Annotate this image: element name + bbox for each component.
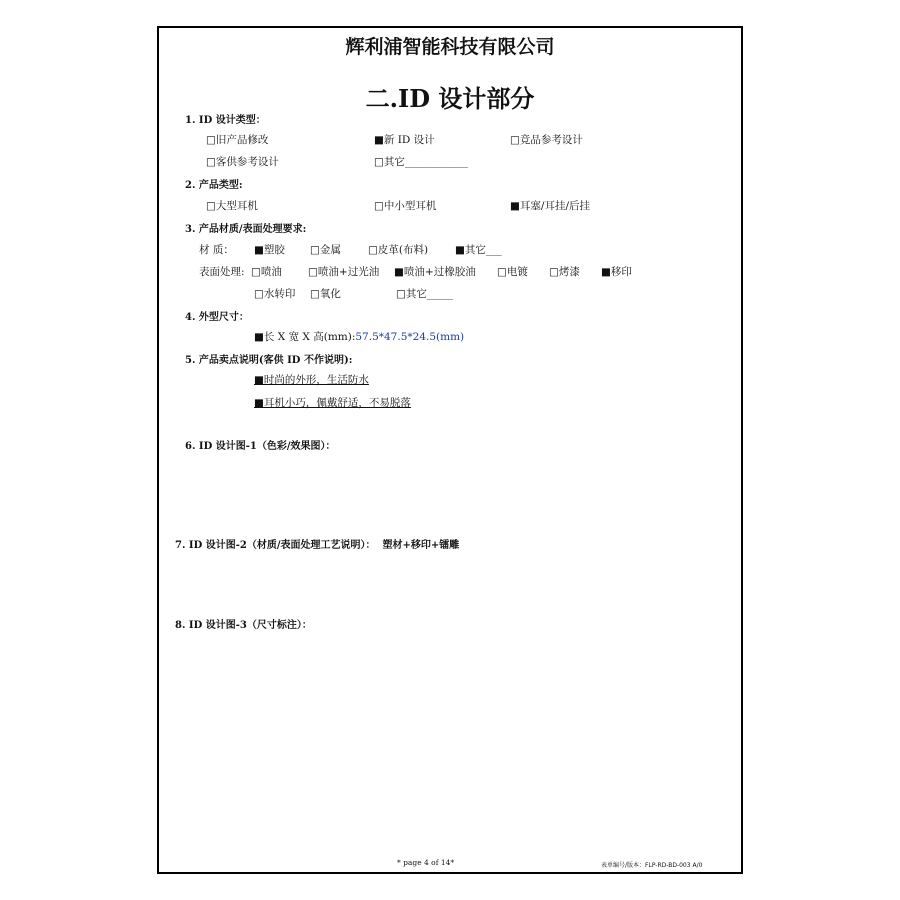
- option-large-headphone: □大型耳机: [206, 200, 258, 212]
- page-title: 二.ID 设计部分: [365, 84, 535, 113]
- surface-water-transfer: □水转印: [254, 288, 296, 300]
- surface-baking: □烤漆: [549, 266, 580, 278]
- material-plastic: ■塑胶: [254, 244, 285, 256]
- option-customer-ref: □客供参考设计: [206, 156, 279, 168]
- surface-plating: □电镀: [497, 266, 528, 278]
- option-competitor: □竞品参考设计: [510, 134, 583, 146]
- surface-pad-print: ■移印: [601, 266, 632, 278]
- material-other: ■其它___: [455, 244, 502, 256]
- option-small-headphone: □中小型耳机: [374, 200, 437, 212]
- dimension-label: ■长 X 宽 X 高(mm):: [254, 331, 356, 343]
- selling-point: ■时尚的外形，生活防水: [254, 374, 369, 386]
- option-other: □其它____________: [374, 156, 468, 168]
- material-metal: □金属: [310, 244, 341, 256]
- surface-other: □其它_____: [396, 288, 454, 300]
- surface-spray-rubber: ■喷油+过橡胶油: [394, 266, 476, 278]
- section-2-label: 2. 产品类型:: [185, 180, 243, 191]
- section-7-label: 7. ID 设计图-2（材质/表面处理工艺说明）：: [175, 540, 376, 551]
- section-4-label: 4. 外型尺寸：: [185, 312, 249, 323]
- surface-label: 表面处理:: [199, 266, 245, 278]
- section-6-label: 6. ID 设计图-1（色彩/效果图）：: [185, 441, 336, 452]
- material-label: 材 质：: [199, 244, 234, 256]
- page-number: * page 4 of 14*: [397, 858, 455, 867]
- section-3-label: 3. 产品材质/表面处理要求:: [185, 224, 307, 235]
- surface-spray-gloss: □喷油+过光油: [308, 266, 380, 278]
- section-8-label: 8. ID 设计图-3（尺寸标注）：: [175, 620, 312, 631]
- option-old-product: □旧产品修改: [206, 134, 269, 146]
- selling-point: ■耳机小巧，佩戴舒适，不易脱落: [254, 397, 411, 409]
- document-page: [157, 26, 743, 874]
- form-code: 表单编号/版本：FLP-RD-BD-003 A/0: [601, 862, 703, 869]
- section-7-row: [175, 536, 459, 551]
- option-earbud: ■耳塞/耳挂/后挂: [510, 200, 590, 212]
- surface-oxidation: □氧化: [310, 288, 341, 300]
- section-7-value: 塑材+移印+镭雕: [382, 540, 460, 551]
- material-leather: □皮革(布料): [368, 244, 429, 256]
- dimension-value: 57.5*47.5*24.5(mm): [355, 331, 465, 343]
- section-1-label: 1. ID 设计类型：: [185, 115, 266, 126]
- section-5-label: 5. 产品卖点说明(客供 ID 不作说明):: [185, 355, 353, 366]
- surface-spray: □喷油: [251, 266, 282, 278]
- company-name: 辉利浦智能科技有限公司: [345, 36, 555, 58]
- dimension-row: [254, 329, 464, 344]
- option-new-id: ■新 ID 设计: [374, 134, 435, 146]
